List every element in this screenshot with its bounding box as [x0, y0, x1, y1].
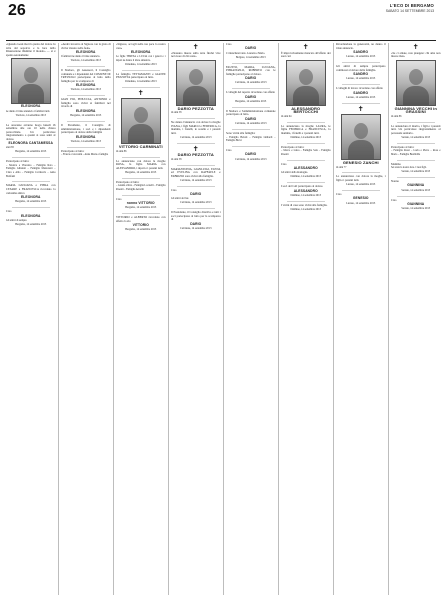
notice-separator	[67, 121, 105, 122]
deceased-name: GIANNINA	[407, 202, 425, 206]
obituary-notice	[61, 69, 111, 92]
deceased-name: VITTORIO CARMINATI	[118, 144, 163, 150]
notice-detail: di anni 77	[336, 165, 347, 169]
notice-text: Lo annunciano con dolore la moglie ROSA, la figlia MARIA con ALESSANDRO, i nipoti e i parenti tutti.	[116, 158, 166, 170]
obituary-notice	[336, 87, 386, 99]
place-date: Bergamo, 14 settembre 2013	[15, 222, 47, 226]
notice-detail: I familiari ne danno il triste annuncio.	[61, 55, 101, 59]
notice-text: «Nessuno muore sulla terra finché vive nel cuore di chi resta»	[171, 50, 221, 59]
obituary-notice	[391, 125, 441, 140]
notice-separator	[122, 213, 160, 214]
obituary-notice	[6, 124, 56, 154]
obituary-notice	[171, 121, 221, 139]
notice-text: Ciao	[116, 196, 122, 201]
obituary-notice	[226, 43, 276, 59]
notice-text: Ciao	[336, 191, 342, 196]
notice-text: Partecipano al lutto:	[391, 144, 415, 149]
place-date: Lurano, 14 settembre 2013	[346, 201, 376, 205]
obituary-notice	[61, 124, 111, 143]
notice-detail: Le figlie TERESA e LUCIA con i generi e i nipoti ne danno il triste annuncio.	[116, 55, 166, 62]
column-rule	[113, 43, 114, 595]
obituary-notice	[281, 185, 331, 197]
notice-separator	[287, 182, 325, 183]
obituary-notice	[336, 65, 386, 81]
notice-detail: – Gianni e Rita – Famiglia Locatelli – Famiglia Pesenti – Famiglia Arnoldi	[116, 184, 166, 191]
notice-text: VITTORIO e ALBERTO ricordano con affetto lo zio	[116, 215, 166, 223]
notice-text: GIAN PIO, PINUCCIA, ANTONIO e famiglia sono vicini ai familiari nel ricordo di	[61, 97, 111, 109]
page-number: 26	[8, 2, 26, 19]
place-date: Calcinate, 14 settembre 2013	[180, 226, 212, 230]
notice-text: Ne danno l'annuncio con dolore la moglie IVANA, i figli MARCO e FEDERICA, la mamma, i fratelli, le sorelle e i parenti tutti.	[171, 120, 221, 135]
portrait-photo	[11, 58, 51, 104]
notice-separator	[232, 129, 270, 130]
notice-column	[391, 43, 441, 595]
place-date: Lurano, 14 settembre 2013	[346, 182, 376, 186]
notice-detail: Ci mancherai tanto. Lauretta e Mario.	[226, 51, 266, 55]
place-date: Calcinate, 14 settembre 2013	[235, 81, 267, 85]
column-rule	[278, 43, 279, 595]
notice-detail: ne danno il triste annuncio i familiari tutti.	[6, 109, 50, 113]
notice-separator	[12, 157, 50, 158]
deceased-name: ELEONORA CANTAMESSA	[8, 141, 53, 146]
notice-separator	[232, 63, 270, 64]
deceased-name: ALESSANDRO	[293, 165, 318, 170]
portrait-head	[409, 69, 423, 85]
notice-text: La famiglia TETTAMANTI e GIANNI PEZZOTTA partecipano al lutto.	[116, 71, 166, 80]
place-date: Dalmine, 14 settembre 2013	[290, 193, 321, 197]
obituary-notice	[6, 210, 56, 226]
notice-text: Partecipano al lutto:	[6, 159, 30, 164]
notice-detail: di anni 86	[391, 114, 402, 118]
portrait-head	[24, 67, 38, 83]
deceased-name: GENESIO	[352, 196, 369, 201]
obituary-notice	[226, 110, 276, 126]
obituary-notice	[116, 43, 166, 66]
notice-separator	[177, 165, 215, 166]
obituary-notice	[226, 132, 276, 143]
notice-separator	[122, 87, 160, 88]
place-date: Dalmine, 14 settembre 2013	[290, 135, 321, 139]
notice-separator	[232, 88, 270, 89]
obituary-notice	[336, 43, 386, 59]
obituary-notice	[336, 193, 386, 205]
obituary-notice	[391, 146, 441, 157]
notice-separator	[397, 122, 435, 123]
obituary-notice	[61, 98, 111, 117]
notice-text: Mamma	[391, 161, 401, 166]
deceased-name: ELEONORA	[76, 83, 96, 88]
portrait-shoulders	[403, 86, 429, 105]
notice-column	[336, 43, 386, 595]
notice-text: I colleghi di lavoro ricordano con affetto	[336, 86, 383, 91]
obituary-notice	[391, 163, 441, 174]
notice-text: Partecipano al lutto:	[281, 144, 305, 149]
notice-text: «Signore, accogli nella tua pace la nostra cara»	[116, 43, 166, 50]
obituary-notice	[281, 125, 331, 140]
place-date: Treviolo, 14 settembre 2013	[70, 59, 101, 63]
deceased-name: DARIO	[245, 94, 257, 99]
obituary-notice	[336, 106, 386, 169]
obituary-notice	[171, 189, 221, 205]
place-date: Calcinate, 14 settembre 2013	[235, 157, 267, 161]
notice-column	[116, 43, 166, 595]
notice-separator	[122, 195, 160, 196]
notice-detail: Sei stata la nostra luce. I tuoi figli.	[391, 166, 427, 170]
notice-detail: – Famiglia Belotti – Famiglia Ghilardi – Famiglia Brevi	[226, 135, 276, 143]
deceased-name: DARIO PEZZOTTA	[177, 105, 214, 111]
obituary-notice	[6, 43, 56, 117]
notice-separator	[342, 190, 380, 191]
notice-text: Ciao	[226, 43, 232, 46]
obituary-notice	[281, 204, 331, 211]
place-date: Bergamo, 14 settembre 2013	[15, 200, 47, 204]
portrait-head	[134, 107, 148, 123]
notice-separator	[287, 201, 325, 202]
notice-text: Il Presidente, il Consiglio di amministrazione, i soci e i dipendenti partecipano al dolore della famiglia	[61, 123, 111, 135]
notice-separator	[397, 143, 435, 144]
column-rule	[58, 43, 59, 595]
column-rule	[388, 43, 389, 595]
place-date: Bergamo, 14 settembre 2013	[235, 99, 267, 103]
notice-separator	[67, 95, 105, 96]
notice-text: Ciao	[171, 187, 177, 192]
notice-detail: – Monica e Vincenzo – Famiglia Rota – Famiglia Ghisleni – Famiglia Mazzoleni – Clara e Aldo – Famiglia Cortinovis – Anna Bonfanti	[6, 163, 56, 178]
notice-separator	[342, 103, 380, 104]
notice-text: MARIANTONIA, GIANLUIGI, ELENA ed EVELINA con RAFFAELE e FABRIZIO sono vicini alla famiglia.	[171, 166, 221, 178]
portrait-photo	[286, 60, 326, 106]
notice-separator	[397, 196, 435, 197]
notice-detail: – Marco e Luisa – Famiglia Sala – Famiglia Pesenti	[281, 149, 331, 156]
column-rule	[168, 43, 169, 595]
cross-icon: ✝	[192, 144, 199, 153]
deceased-name: ELEONORA	[21, 104, 41, 109]
notice-text: Sono vicini alla famiglia:	[226, 131, 256, 136]
portrait-photo	[121, 98, 161, 144]
place-date: Dalmine, 14 settembre 2013	[290, 207, 321, 211]
deceased-name: DARIO PEZZOTTA	[177, 152, 214, 158]
place-date: Treviolo, 14 settembre 2013	[15, 113, 46, 117]
deceased-name: DARIO	[245, 116, 257, 121]
notice-text: Partecipano al lutto:	[61, 148, 85, 153]
notice-text: I vicini di casa sono vicini alla famiglia.	[281, 202, 328, 207]
obituary-notice	[116, 73, 166, 84]
obituary-notice	[281, 163, 331, 179]
notice-separator	[342, 84, 380, 85]
notice-text: Le onoranze avranno luogo lunedì 16 settembre alle ore 10 nella chiesa parrocchiale. Un particolare ringraziamento a quanti si sono uniti al dolore.	[6, 122, 56, 141]
portrait-shoulders	[183, 86, 209, 105]
cross-icon: ✝	[192, 43, 199, 51]
obituary-notice	[391, 44, 441, 118]
notice-separator	[177, 208, 215, 209]
notice-detail: di anni 64	[281, 114, 292, 118]
notice-text: Ciao	[391, 197, 397, 202]
notice-text: FAUSTO, MARIA, LUCIANA, PIERANGELO, ROBERTO con le famiglie partecipano al dolore.	[226, 64, 276, 76]
dateline: SABATO 14 SETTEMBRE 2013	[385, 9, 434, 13]
obituary-notice	[116, 160, 166, 175]
cross-icon: ✝	[357, 104, 364, 113]
notice-detail: di anni 86	[116, 149, 127, 153]
portrait-shoulders	[18, 84, 44, 103]
deceased-name: SANDRO	[353, 90, 369, 95]
notice-text: MARIA GIULIANA e PIERA con CESARE e FRANCESCA ricordano la carissima amica	[6, 183, 56, 195]
deceased-name: GENESIO ZANCHI	[342, 160, 379, 166]
deceased-name: ALESSANDRO BERTOCCHI	[291, 105, 321, 115]
notice-detail: di anni 58	[171, 157, 182, 161]
notice-column	[6, 43, 56, 595]
obituary-notice	[171, 146, 221, 162]
place-date: Bergamo, 14 settembre 2013	[125, 228, 157, 232]
portrait-photo	[176, 60, 216, 106]
notice-detail: Gli amici di sempre.	[6, 218, 28, 222]
place-date: Bolgare, 14 settembre 2013	[235, 55, 266, 59]
notice-separator	[177, 118, 215, 119]
notice-text: Ciao	[281, 161, 287, 166]
place-date: Seriate, 14 settembre 2013	[401, 170, 431, 174]
place-date: Seriate, 14 settembre 2013	[401, 207, 431, 211]
place-date: Chiuduno, 14 settembre 2013	[124, 80, 157, 84]
cross-icon: ✝	[137, 89, 144, 98]
notice-text: I colleghi del reparto ricordano con affetto	[226, 90, 276, 95]
place-date: Lurano, 14 settembre 2013	[346, 96, 376, 100]
deceased-name: ELEONORA	[21, 194, 41, 199]
deceased-name: ELEONORA	[131, 49, 151, 54]
place-date: Lurano, 14 settembre 2013	[346, 77, 376, 81]
place-date: Bergamo, 14 settembre 2013	[125, 206, 157, 210]
place-date: Dalmine, 14 settembre 2013	[290, 175, 321, 179]
obituary-notice	[171, 168, 221, 183]
deceased-name: ELEONORA	[21, 213, 41, 218]
notice-separator	[342, 62, 380, 63]
notice-text: Nonna	[391, 179, 399, 184]
obituary-notice	[281, 44, 331, 118]
page-header	[6, 0, 436, 41]
obituary-notice	[281, 146, 331, 157]
obituary-notice	[226, 149, 276, 161]
obituary-notice	[116, 90, 166, 153]
notice-separator	[122, 70, 160, 71]
obituary-notice	[61, 150, 111, 157]
portrait-photo	[396, 60, 436, 106]
obituary-notice	[391, 180, 441, 192]
notice-detail: Gli amici della montagna.	[281, 171, 308, 175]
obituary-notice	[226, 91, 276, 103]
notice-separator	[397, 160, 435, 161]
place-date: Calcinate, 14 settembre 2013	[235, 122, 267, 126]
notice-column	[281, 43, 331, 595]
place-date: Seriate, 14 settembre 2013	[401, 135, 431, 139]
notice-separator	[232, 107, 270, 108]
deceased-name: DARIO	[245, 76, 257, 80]
obituary-notice	[116, 216, 166, 232]
place-date: Bergamo, 14 settembre 2013	[125, 170, 157, 174]
cross-icon: ✝	[302, 43, 309, 51]
notice-column	[226, 43, 276, 595]
notice-separator	[397, 177, 435, 178]
deceased-name: ELEONORA	[76, 108, 96, 113]
obituary-notice	[116, 181, 166, 192]
notice-separator	[12, 121, 50, 122]
notice-text: Lo annunciano con dolore la moglie, i figli e i parenti tutti.	[336, 174, 386, 182]
place-date: Bergamo, 14 settembre 2013	[70, 114, 102, 118]
newspaper-name: L'ECO DI BERGAMO	[389, 3, 434, 8]
notice-column	[61, 43, 111, 595]
deceased-name: DARIO	[190, 191, 202, 196]
notice-separator	[67, 66, 105, 67]
notice-detail: – Famiglia Rossi – Lucia e Pietro – Rosa e Mario – Famiglia Brembilla	[391, 149, 441, 156]
notice-separator	[177, 143, 215, 144]
place-date: Calcinate, 14 settembre 2013	[180, 201, 212, 205]
notice-text: Ricordandone la generosità, ne danno il triste annuncio.	[336, 43, 386, 50]
deceased-name: GIANNINA VECCHI in GRASSINI	[394, 105, 437, 115]
notice-text: Gli amici di sempre partecipano commossi al dolore della famiglia.	[336, 64, 386, 72]
notice-text: «Se ci amate, non piangete: chi ama non muore mai»	[391, 50, 441, 59]
notice-text: È improvvisamente mancato all'affetto dei suoi cari	[281, 50, 331, 59]
deceased-name: DARIO	[245, 46, 257, 51]
obituary-notice	[116, 198, 166, 210]
notice-separator	[342, 172, 380, 173]
notice-text: Il Sindaco e l'Amministrazione comunale partecipano al lutto.	[226, 108, 276, 117]
portrait-head	[354, 123, 368, 139]
notice-separator	[12, 181, 50, 182]
deceased-name: DARIO	[245, 152, 257, 157]
notice-detail: – Franca e Giovanni – Anna Maria e famiglia	[61, 153, 109, 157]
obituary-notice	[6, 184, 56, 203]
notice-text: Lo annunciano la moglie LAURA, le figlie FEDERICA e FRANCESCA, la mamma, i fratelli e i parenti tutti.	[281, 123, 331, 135]
portrait-shoulders	[128, 124, 154, 143]
notice-text: I soci del CAI partecipano al dolore.	[281, 184, 324, 189]
notice-detail: anni 83	[6, 146, 14, 150]
deceased-name: SANDRO	[353, 72, 369, 77]
notice-text: Ciao	[226, 148, 232, 153]
column-rule	[333, 43, 334, 595]
notice-text: Partecipano al lutto:	[116, 179, 140, 184]
notice-detail: di anni 58	[171, 111, 182, 115]
obituary-notice	[171, 44, 221, 115]
notice-text: Ciao	[6, 209, 12, 214]
place-date: Bergamo, 14 settembre 2013	[15, 150, 47, 154]
portrait-photo	[341, 114, 381, 160]
place-date: Lurano, 14 settembre 2013	[346, 55, 376, 59]
portrait-shoulders	[348, 140, 374, 159]
notice-text: «Quando Gesù morì la pietra del dolore fu tolta dal sepolcro e la luce della Risurrezione illuminò il mondo» — si è spenta serenamente	[6, 43, 56, 57]
deceased-name: GIANNINA	[407, 183, 425, 188]
obituary-notice	[391, 199, 441, 211]
notice-separator	[12, 207, 50, 208]
place-date: Calcinate, 14 settembre 2013	[180, 135, 212, 139]
notice-detail: Gli amici del bar.	[171, 197, 190, 201]
notice-text: Il Sindaco, gli Assessori, il Consiglio comunale e i dipendenti del COMUNE DI TREVIOLO partecipano al lutto della famiglia per la scomparsa di	[61, 68, 111, 83]
obituary-notice	[226, 66, 276, 85]
notice-column	[171, 43, 221, 595]
notice-text: Il Presidente, il Consiglio direttivo e tutti i soci partecipano al lutto per la scomparsa di	[171, 210, 221, 222]
notice-separator	[287, 143, 325, 144]
obituary-notice	[6, 160, 56, 178]
portrait-shoulders	[293, 86, 319, 105]
deceased-name: VITTORIO	[132, 223, 149, 228]
place-date: Calcinate, 14 settembre 2013	[180, 178, 212, 182]
portrait-head	[189, 69, 203, 85]
notice-separator	[177, 186, 215, 187]
notice-separator	[232, 146, 270, 147]
notice-separator	[287, 122, 325, 123]
obituary-notice	[61, 43, 111, 63]
place-date: Treviolo, 14 settembre 2013	[70, 88, 101, 92]
deceased-name: SANDRO	[353, 49, 369, 54]
deceased-name: nonno VITTORIO	[126, 200, 155, 205]
notice-separator	[122, 178, 160, 179]
place-date: Chiuduno, 14 settembre 2013	[124, 62, 157, 66]
notice-separator	[122, 157, 160, 158]
notice-separator	[287, 160, 325, 161]
notice-text: «Andrò incontro al Signore con la gioia di chi ha vissuto nella fede»	[61, 43, 111, 50]
deceased-name: DARIO	[190, 221, 202, 226]
obituary-notice	[171, 211, 221, 230]
place-date: Treviolo, 14 settembre 2013	[70, 139, 101, 143]
cross-icon: ✝	[412, 43, 419, 51]
place-date: Seriate, 14 settembre 2013	[401, 188, 431, 192]
deceased-name: ALESSANDRO	[293, 188, 318, 193]
notice-text: Lo annunciano il marito, i figli e i parenti tutti. Un particolare ringraziamento al personale sanitario.	[391, 123, 441, 135]
deceased-name: ELEONORA	[76, 49, 96, 54]
notice-separator	[67, 147, 105, 148]
column-rule	[223, 43, 224, 595]
obituary-notice	[336, 175, 386, 186]
deceased-name: ELEONORA	[76, 134, 96, 139]
portrait-head	[299, 69, 313, 85]
notice-columns	[6, 43, 441, 595]
